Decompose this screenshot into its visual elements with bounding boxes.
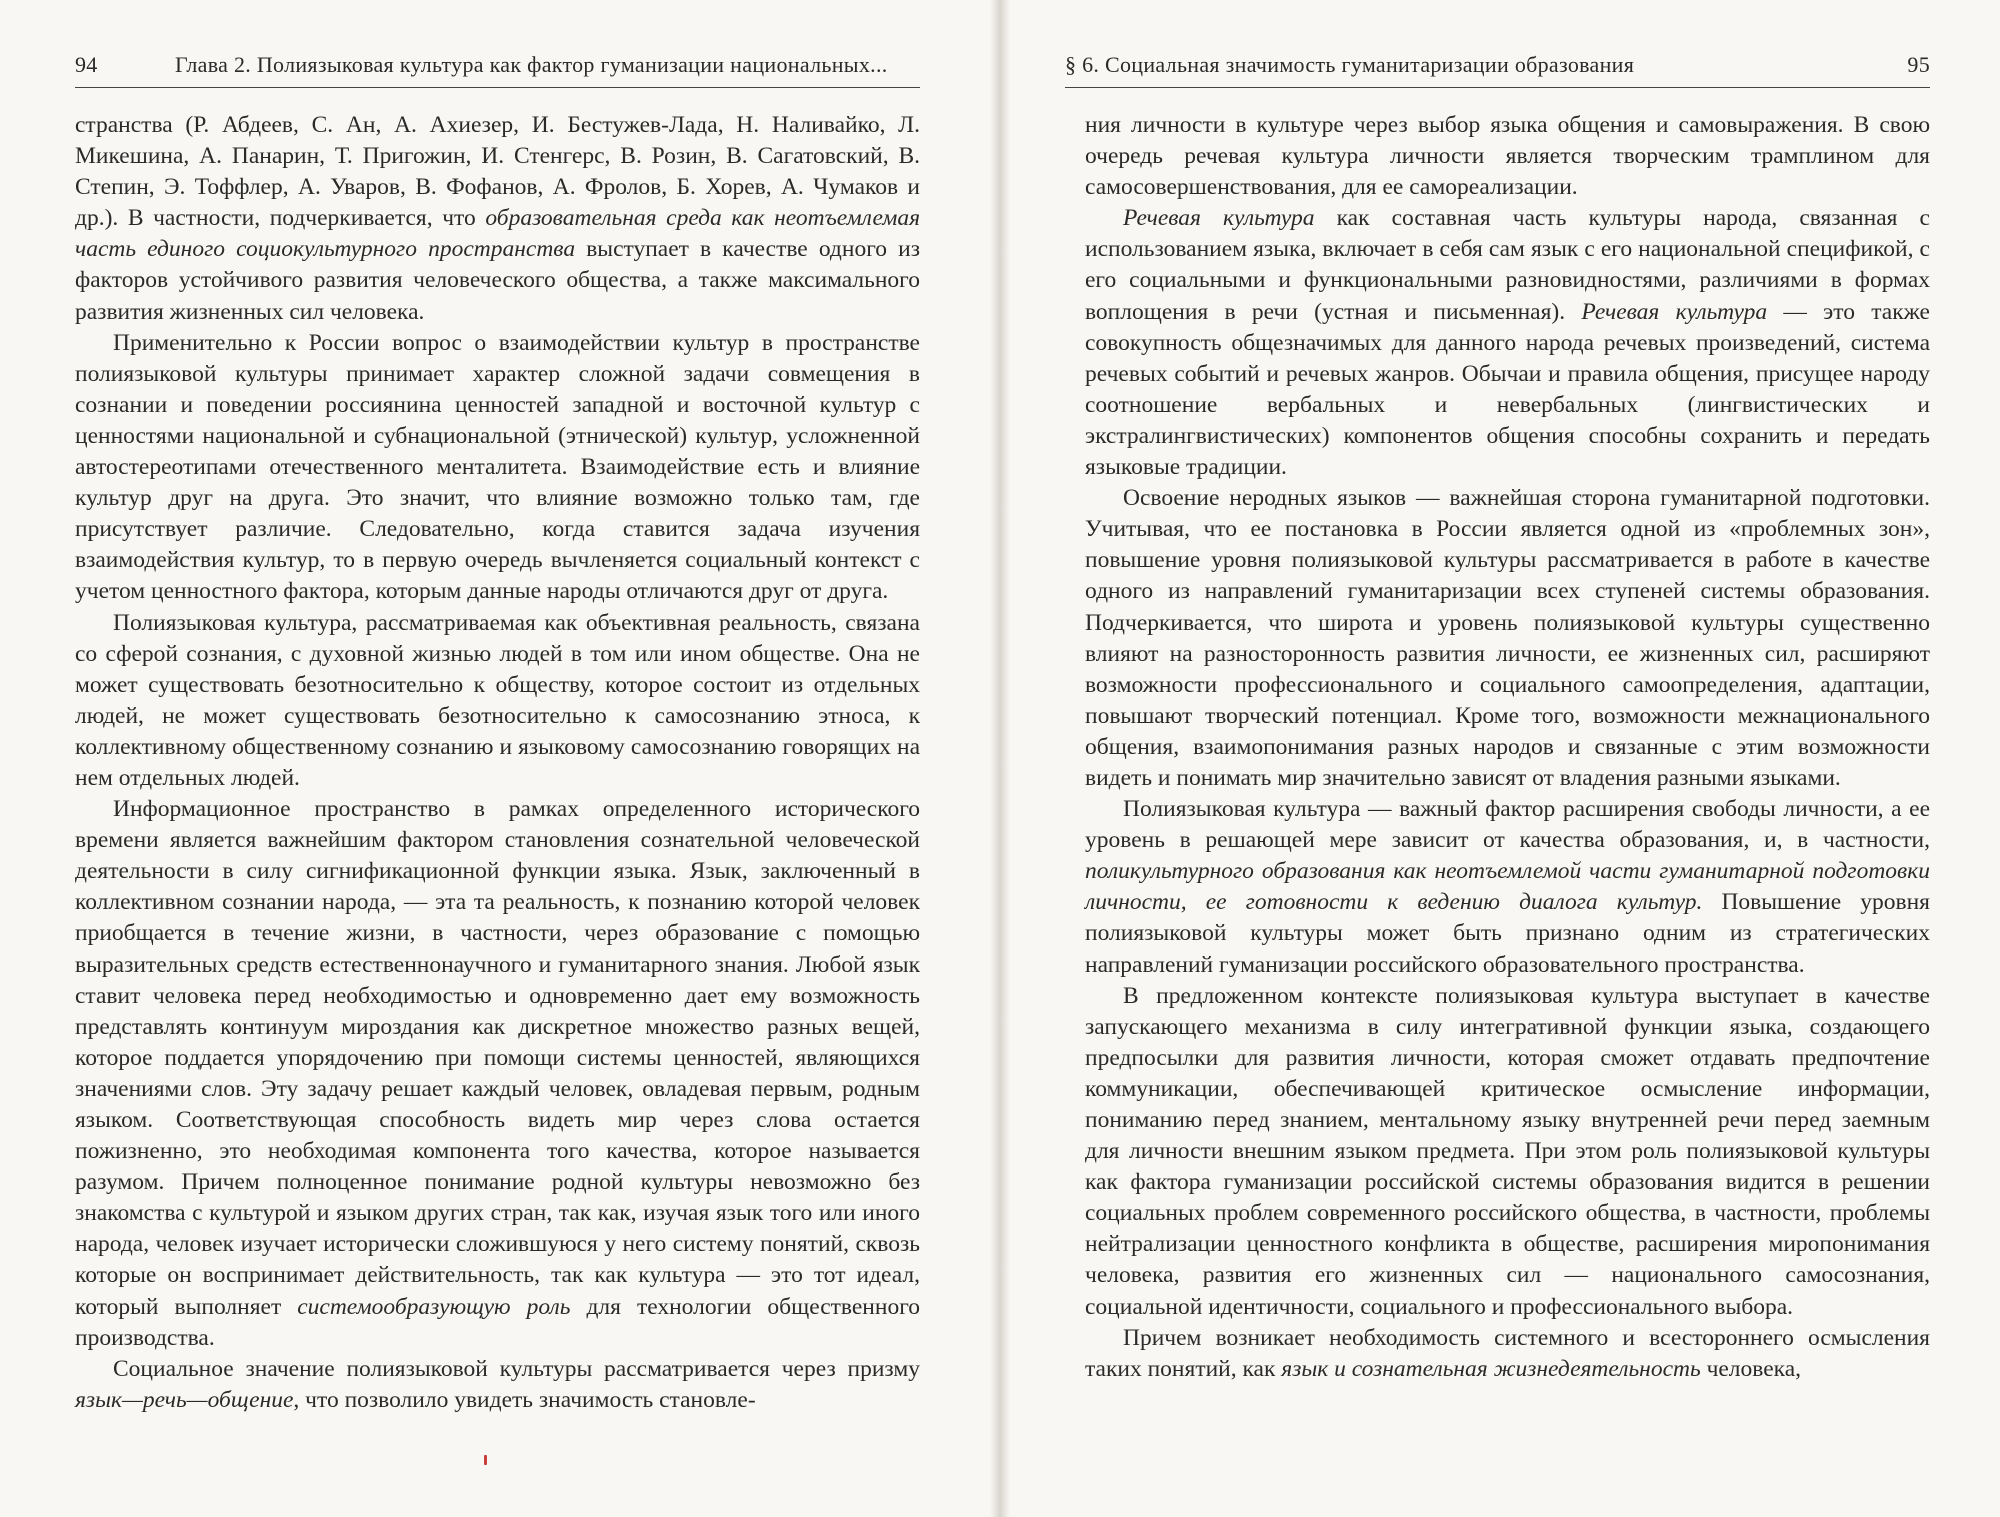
right-body-text (1085, 110, 1930, 1385)
paragraph (1085, 794, 1930, 981)
text-run: ния личности в культуре через выбор языка общения и самовыражения. В свою очередь речевая культура личности является творческим трамплином для самосовершенствования, для ее самореализации. (1085, 112, 1930, 201)
text-run: Информационное пространство в рамках определенного исторического времени является важнейшим фактором становления сознательной человеческой деятельности в силу сигнификационной функции языка. Язык, заключенный в коллективном сознании народа, — эта та реальность, к познанию которой человек приобщается в течение жизни, в частности, через образование с помощью выразительных средств естественнонаучного и гуманитарного знания. Любой язык ставит человека перед необходимостью и одновременно дает ему возможность представлять континуум мироздания как дискретное множество разных вещей, которое поддается упорядочению при помощи системы ценностей, являющихся значениями слов. Эту задачу решает каждый человек, овладевая первым, родным языком. Соответствующая способность видеть мир через слова остается пожизненно, это необходимая компонента того качества, которое называется разумом. Причем полноценное понимание родной культуры невозможно без знакомства с культурой и языком других стран, так как, изучая язык того или иного народа, человек изучает исторически сложившуюся у него систему понятий, сквозь которые он воспринимает действительность, так как культура — это тот идеал, который выполняет (75, 796, 920, 1320)
right-running-header (1065, 48, 1930, 88)
text-run: как составная часть культуры народа, связанная с использованием языка, включает в себя сам язык с его национальной спецификой, с его социальными и функциональными разновидностями, различиями в формах воплощения в речи (устная и письменная). (1085, 205, 1930, 325)
paragraph (1085, 1323, 1930, 1385)
text-run: Социальное значение полиязыковой культуры рассматривается через призму (113, 1355, 920, 1382)
paragraph (75, 110, 920, 328)
paragraph (75, 1354, 920, 1416)
left-running-header (75, 48, 920, 88)
text-run: Полиязыковая культура, рассматриваемая как объективная реальность, связана со сферой сознания, с духовной жизнью людей в том или ином обществе. Она не может существовать безотносительно к обществу, которое состоит из отдельных людей, не может существовать безотносительно к самосознанию этноса, к коллективному общественному сознанию и языковому самосознанию говорящих на нем отдельных людей. (75, 609, 920, 791)
text-run: выступает в качестве одного из факторов устойчивого развития человеческого общества, а также максимального развития жизненных сил человека. (75, 236, 920, 325)
text-run: для технологии общественного производства. (75, 1293, 920, 1351)
italic-text: системообразующую роль (297, 1293, 571, 1320)
text-run: Освоение неродных языков — важнейшая сторона гуманитарной подготовки. Учитывая, что ее постановка в России является одной из «проблемных зон», повышение уровня полиязыковой культуры рассматривается в работе в качестве одного из направлений гуманитаризации всех ступеней системы образования. Подчеркивается, что широта и уровень полиязыковой культуры существенно влияют на разносторонность развития личности, ее жизненных сил, расширяют возможности профессионального и социального самоопределения, адаптации, повышают творческий потенциал. Кроме того, возможности межнационального общения, взаимопонимания разных народов и связанные с этим возможности видеть и понимать мир значительно зависят от владения разными языками. (1085, 485, 1930, 791)
ink-mark (484, 1455, 487, 1465)
italic-text: Речевая культура (1581, 298, 1768, 325)
text-run: человека, (1700, 1355, 1802, 1382)
right-page (1010, 0, 2000, 1517)
italic-text: Речевая культура (1123, 205, 1315, 232)
book-gutter (990, 0, 1010, 1517)
italic-text: язык и сознательная жизнедеятельность (1281, 1355, 1701, 1382)
left-running-title: Глава 2. Полиязыковая культура как фактор гуманизации национальных... (175, 52, 888, 77)
left-page (0, 0, 990, 1517)
right-running-title: § 6. Социальная значимость гуманитаризации образования (1065, 52, 1635, 77)
paragraph (75, 328, 920, 608)
right-page-number: 95 (1907, 52, 1930, 77)
paragraph (1085, 110, 1930, 203)
italic-text: образовательная среда как неотъемлемая часть единого социокультурного пространства (75, 205, 920, 263)
paragraph (75, 608, 920, 795)
text-run: В предложенном контексте полиязыковая культура выступает в качестве запускающего механизма в силу интегративной функции языка, создающего предпосылки для развития личности, которая сможет отдавать предпочтение коммуникации, обеспечивающей критическое осмысление информации, пониманию перед знанием, ментальному языку внутренней речи перед заемным для личности внешним языком предмета. При этом роль полиязыковой культуры как фактора гуманизации российской системы образования видится в решении социальных проблем современного российского общества, в частности, проблемы нейтрализации ценностного конфликта в обществе, расширения миропонимания человека, развития его жизненных сил — национального самосознания, социальной идентичности, социального и профессионального выбора. (1085, 982, 1930, 1320)
paragraph (1085, 483, 1930, 794)
text-run: Повышение уровня полиязыковой культуры может быть признано одним из стратегических направлений гуманизации российского образовательного пространства. (1085, 889, 1930, 978)
left-page-number: 94 (75, 52, 98, 77)
text-run: — это также совокупность общезначимых для данного народа речевых произведений, система речевых событий и речевых жанров. Обычаи и правила общения, присущее народу соотношение вербальных и невербальных (лингвистических и экстралингвистических) компонентов общения способны сохранить и передать языковые традиции. (1085, 298, 1930, 481)
text-run: странства (Р. Абдеев, С. Ан, А. Ахиезер, И. Бестужев-Лада, Н. Наливайко, Л. Микешина, А. Панарин, Т. Пригожин, И. Стенгерс, В. Розин, В. Сагатовский, В. Степин, Э. Тоффлер, А. Уваров, В. Фофанов, А. Фролов, Б. Хорев, А. Чумаков и др.). В частности, подчеркивается, что (75, 112, 920, 232)
italic-text: язык—речь—общение (75, 1386, 294, 1413)
paragraph (1085, 203, 1930, 483)
text-run: Причем возникает необходимость системного и всестороннего осмысления таких понятий, как (1085, 1324, 1930, 1382)
paragraph (75, 794, 920, 1354)
text-run: , что позволило увидеть значимость становле- (293, 1386, 756, 1413)
italic-text: поликультурного образования как неотъемлемой части гуманитарной подготовки личности, ее готовности к ведению диалога культур. (1085, 858, 1930, 916)
left-body-text (75, 110, 920, 1416)
text-run: Применительно к России вопрос о взаимодействии культур в пространстве полиязыковой культуры принимает характер сложной задачи совмещения в сознании и поведении россиянина ценностей западной и восточной культур с ценностями национальной и субнациональной (этнической) культур, усложненной автостереотипами отечественного менталитета. Взаимодействие есть и влияние культур друг на друга. Это значит, что влияние возможно только там, где присутствует различие. Следовательно, когда ставится задача изучения взаимодействия культур, то в первую очередь вычленяется социальный контекст с учетом ценностного фактора, которым данные народы отличаются друг от друга. (75, 329, 920, 605)
text-run: Полиязыковая культура — важный фактор расширения свободы личности, а ее уровень в решающей мере зависит от качества образования, и, в частности, (1085, 796, 1930, 854)
paragraph (1085, 981, 1930, 1323)
